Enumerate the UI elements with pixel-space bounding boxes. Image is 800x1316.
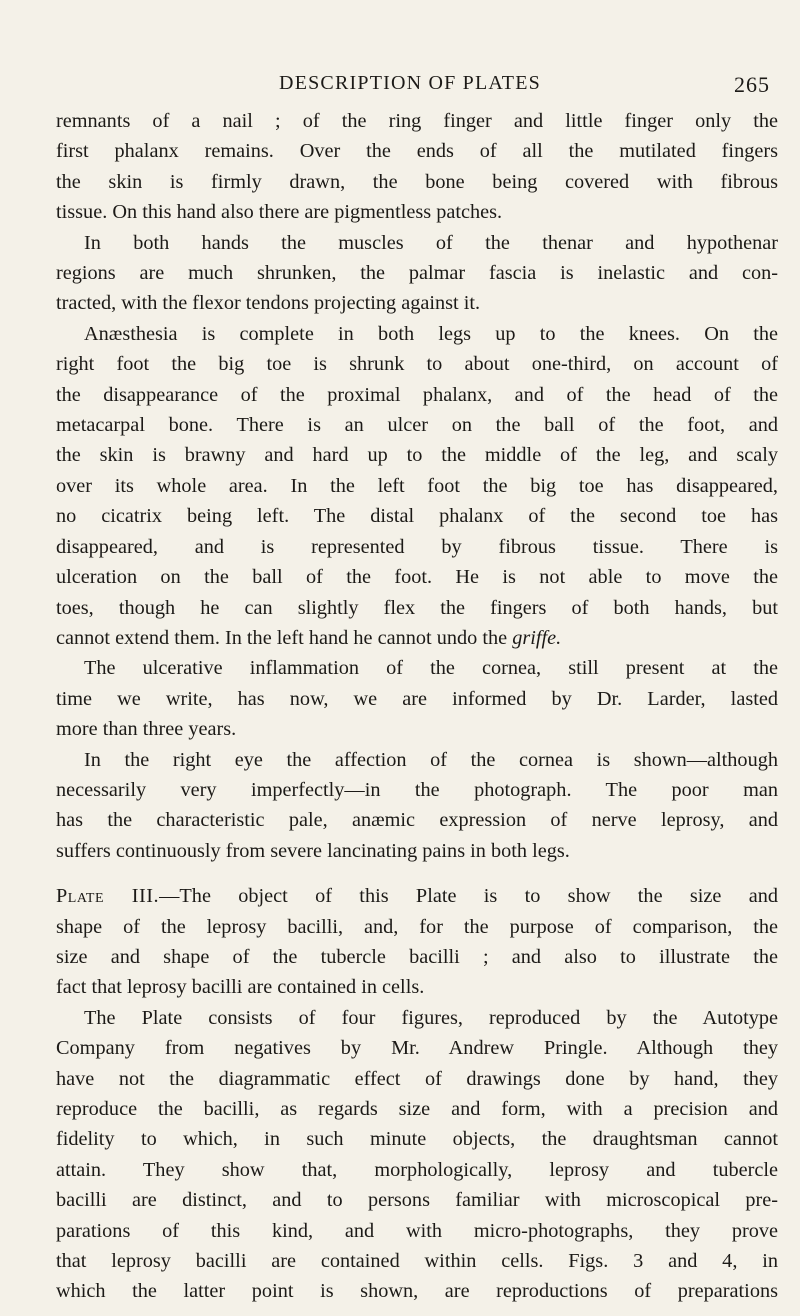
text-line: no cicatrix being left. The distal phalanx of the second toe has: [56, 505, 778, 528]
text-line: fidelity to which, in such minute objects, the draughtsman cannot: [56, 1128, 778, 1151]
text-line: [56, 623, 778, 653]
running-title: DESCRIPTION OF PLATES: [279, 72, 541, 94]
text-line: The ulcerative inflammation of the cornea, still present at the: [84, 657, 778, 680]
text-line: attain. They show that, morphologically, leprosy and tubercle: [56, 1158, 778, 1181]
paragraph-anaesthesia: [56, 319, 778, 745]
text-line: have not the diagrammatic effect of drawings done by hand, they: [56, 1067, 778, 1090]
text-line: toes, though he can slightly flex the fingers of both hands, but: [56, 596, 778, 619]
text-line: remnants of a nail ; of the ring finger and little finger only the: [56, 110, 778, 132]
plate-label: Plate III.: [56, 885, 160, 908]
text-line: reproduce the bacilli, as regards size and form, with a precision and: [56, 1098, 778, 1120]
paragraph-right-eye: [56, 745, 778, 867]
paragraph-hand-description: [56, 106, 778, 228]
text-line: over its whole area. In the left foot the big toe has disappeared,: [56, 474, 778, 497]
text-line: Company from negatives by Mr. Andrew Pringle. Although they: [56, 1037, 778, 1060]
paragraph-muscles: [56, 228, 778, 319]
running-head: [50, 70, 770, 100]
text-line: parations of this kind, and with micro-photographs, they prove: [56, 1219, 778, 1242]
text-line: tissue. On this hand also there are pigmentless patches.: [56, 201, 503, 224]
paragraph-plate-iii: [56, 881, 778, 1003]
text-line: the disappearance of the proximal phalanx, and of the head of the: [56, 383, 778, 406]
italic-term: griffe.: [512, 626, 562, 649]
text-line: necessarily very imperfectly—in the photograph. The poor man: [56, 778, 778, 801]
text-line: metacarpal bone. There is an ulcer on the ball of the foot, and: [56, 414, 778, 437]
text-line: right foot the big toe is shrunk to about one-third, on account of: [56, 353, 778, 376]
text-line: that leprosy bacilli are contained within cells. Figs. 3 and 4, in: [56, 1250, 778, 1273]
text-line: ulceration on the ball of the foot. He is not able to move the: [56, 566, 778, 589]
text-line: first phalanx remains. Over the ends of all the mutilated fingers: [56, 140, 778, 163]
text-line: size and shape of the tubercle bacilli ; and also to illustrate the: [56, 945, 778, 968]
text-line: suffers continuously from severe lancinating pains in both legs.: [56, 839, 570, 862]
text-segment: —The object of this Plate is to show the size and: [159, 885, 778, 908]
text-line: time we write, has now, we are informed by Dr. Larder, lasted: [56, 687, 778, 710]
text-line: fact that leprosy bacilli are contained in cells.: [56, 976, 425, 999]
paragraph-plate-figures: [56, 1003, 778, 1307]
text-line: [56, 881, 778, 911]
text-line: The Plate consists of four figures, reproduced by the Autotype: [84, 1006, 778, 1029]
text-segment: cannot extend them. In the left hand he cannot undo the: [56, 626, 508, 649]
text-line: which the latter point is shown, are reproductions of preparations: [56, 1280, 778, 1303]
body-text: [56, 106, 778, 1307]
text-line: disappeared, and is represented by fibrous tissue. There is: [56, 535, 778, 558]
text-line: the skin is firmly drawn, the bone being covered with fibrous: [56, 170, 778, 193]
text-line: tracted, with the flexor tendons projecting against it.: [56, 292, 481, 315]
page-number: 265: [734, 72, 770, 97]
text-line: bacilli are distinct, and to persons familiar with microscopical pre-: [56, 1189, 778, 1212]
text-line: shape of the leprosy bacilli, and, for the purpose of comparison, the: [56, 915, 778, 938]
text-line: In the right eye the affection of the cornea is shown—although: [84, 748, 778, 771]
text-line: In both hands the muscles of the thenar and hypothenar: [84, 231, 778, 254]
text-line: the skin is brawny and hard up to the middle of the leg, and scaly: [56, 444, 778, 467]
text-line: more than three years.: [56, 718, 237, 741]
text-line: has the characteristic pale, anæmic expression of nerve leprosy, and: [56, 809, 778, 832]
text-line: Anæsthesia is complete in both legs up to the knees. On the: [84, 322, 778, 345]
text-line: regions are much shrunken, the palmar fascia is inelastic and con-: [56, 262, 778, 285]
